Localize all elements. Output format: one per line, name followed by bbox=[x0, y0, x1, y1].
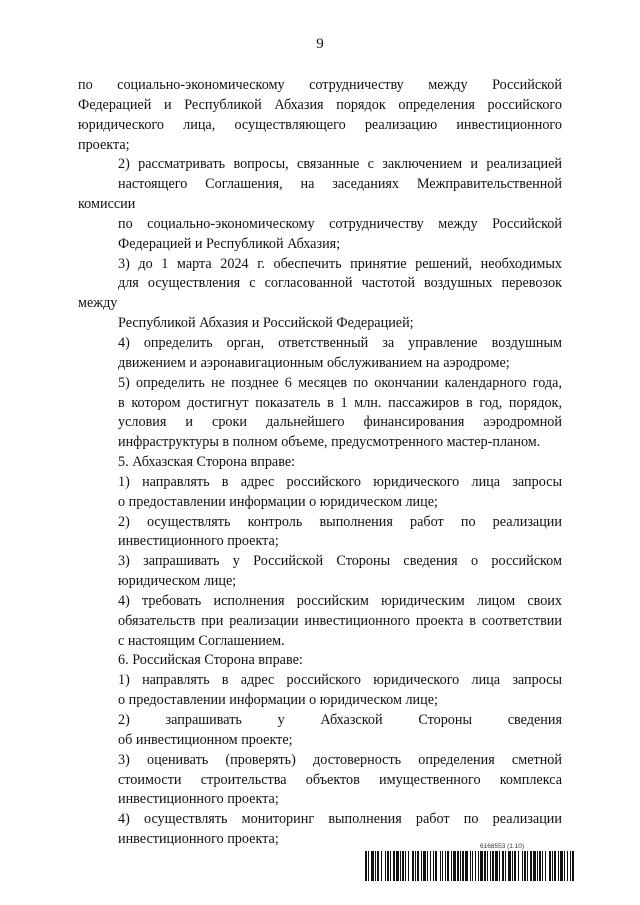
text-line: об инвестиционном проекте; bbox=[118, 731, 293, 748]
text-line: 3) запрашивать у Российской Стороны сведения о российском bbox=[118, 553, 562, 570]
paragraph bbox=[78, 453, 562, 473]
paragraph bbox=[78, 592, 562, 652]
text-line: по социально-экономическому сотрудничеству между Российской bbox=[78, 77, 562, 93]
text-line: о предоставлении информации о юридическом лице; bbox=[118, 493, 438, 510]
text-line: с настоящим Соглашением. bbox=[118, 632, 285, 649]
paragraph bbox=[78, 552, 562, 592]
barcode bbox=[365, 851, 579, 881]
text-line: 3) оценивать (проверять) достоверность определения сметной bbox=[118, 751, 562, 768]
paragraph bbox=[78, 513, 562, 553]
text-line: о предоставлении информации о юридическом лице; bbox=[118, 692, 438, 709]
paragraph bbox=[78, 374, 562, 453]
paragraph bbox=[78, 155, 562, 254]
text-line: 6. Российская Сторона вправе: bbox=[118, 652, 303, 669]
text-line: Республикой Абхазия и Российской Федерацией; bbox=[118, 315, 414, 332]
text-line: Федерацией и Республикой Абхазия; bbox=[118, 235, 341, 252]
text-line: 4) осуществлять мониторинг выполнения работ по реализации bbox=[118, 811, 562, 828]
text-line: 5. Абхазская Сторона вправе: bbox=[118, 454, 296, 471]
text-line: Федерацией и Республикой Абхазия порядок определения российского bbox=[78, 96, 562, 113]
paragraph bbox=[78, 76, 562, 155]
text-line: 3) до 1 марта 2024 г. обеспечить принятие решений, необходимых bbox=[118, 255, 562, 272]
text-line: 1) направлять в адрес российского юридического лица запросы bbox=[118, 473, 562, 490]
text-line: для осуществления с согласованной частотой воздушных перевозок между bbox=[78, 275, 562, 312]
text-line: условия и сроки дальнейшего финансирования аэродромной bbox=[118, 414, 562, 431]
document-code: 6168553 (1.10) bbox=[480, 843, 525, 850]
paragraph bbox=[78, 651, 562, 671]
document-body bbox=[78, 76, 562, 850]
paragraph bbox=[78, 751, 562, 811]
paragraph bbox=[78, 334, 562, 374]
text-line: инвестиционного проекта; bbox=[118, 791, 279, 808]
text-line: юридического лица, осуществляющего реализацию инвестиционного bbox=[78, 116, 562, 133]
text-line: стоимости строительства объектов имущественного комплекса bbox=[118, 771, 562, 788]
text-line: инвестиционного проекта; bbox=[118, 533, 279, 550]
text-line: движением и аэронавигационным обслуживанием на аэродроме; bbox=[118, 354, 510, 371]
text-line: 2) осуществлять контроль выполнения работ по реализации bbox=[118, 513, 562, 530]
text-line: 1) направлять в адрес российского юридического лица запросы bbox=[118, 672, 562, 689]
text-line: по социально-экономическому сотрудничеству между Российской bbox=[118, 215, 562, 232]
paragraph bbox=[78, 255, 562, 334]
text-line: 2) рассматривать вопросы, связанные с заключением и реализацией bbox=[118, 156, 562, 173]
text-line: инфраструктуры в полном объеме, предусмотренного мастер-планом. bbox=[118, 434, 541, 451]
text-line: юридическом лице; bbox=[118, 573, 237, 590]
text-line: 4) требовать исполнения российским юридическим лицом своих bbox=[118, 592, 562, 609]
text-line: обязательств при реализации инвестиционного проекта в соответствии bbox=[118, 612, 562, 629]
text-line: 4) определить орган, ответственный за управление воздушным bbox=[118, 334, 562, 351]
barcode-bar bbox=[574, 851, 577, 881]
text-line: 2) запрашивать у Абхазской Стороны сведения bbox=[118, 712, 562, 728]
page-number: 9 bbox=[316, 36, 324, 52]
text-line: 5) определить не позднее 6 месяцев по окончании календарного года, bbox=[118, 374, 562, 391]
paragraph bbox=[78, 671, 562, 711]
text-line: инвестиционного проекта; bbox=[118, 831, 279, 848]
paragraph bbox=[78, 711, 562, 751]
text-line: настоящего Соглашения, на заседаниях Межправительственной комиссии bbox=[78, 176, 562, 213]
paragraph bbox=[78, 473, 562, 513]
text-line: в котором достигнут показатель в 1 млн. пассажиров в год, порядок, bbox=[118, 394, 562, 411]
text-line: проекта; bbox=[78, 136, 130, 153]
